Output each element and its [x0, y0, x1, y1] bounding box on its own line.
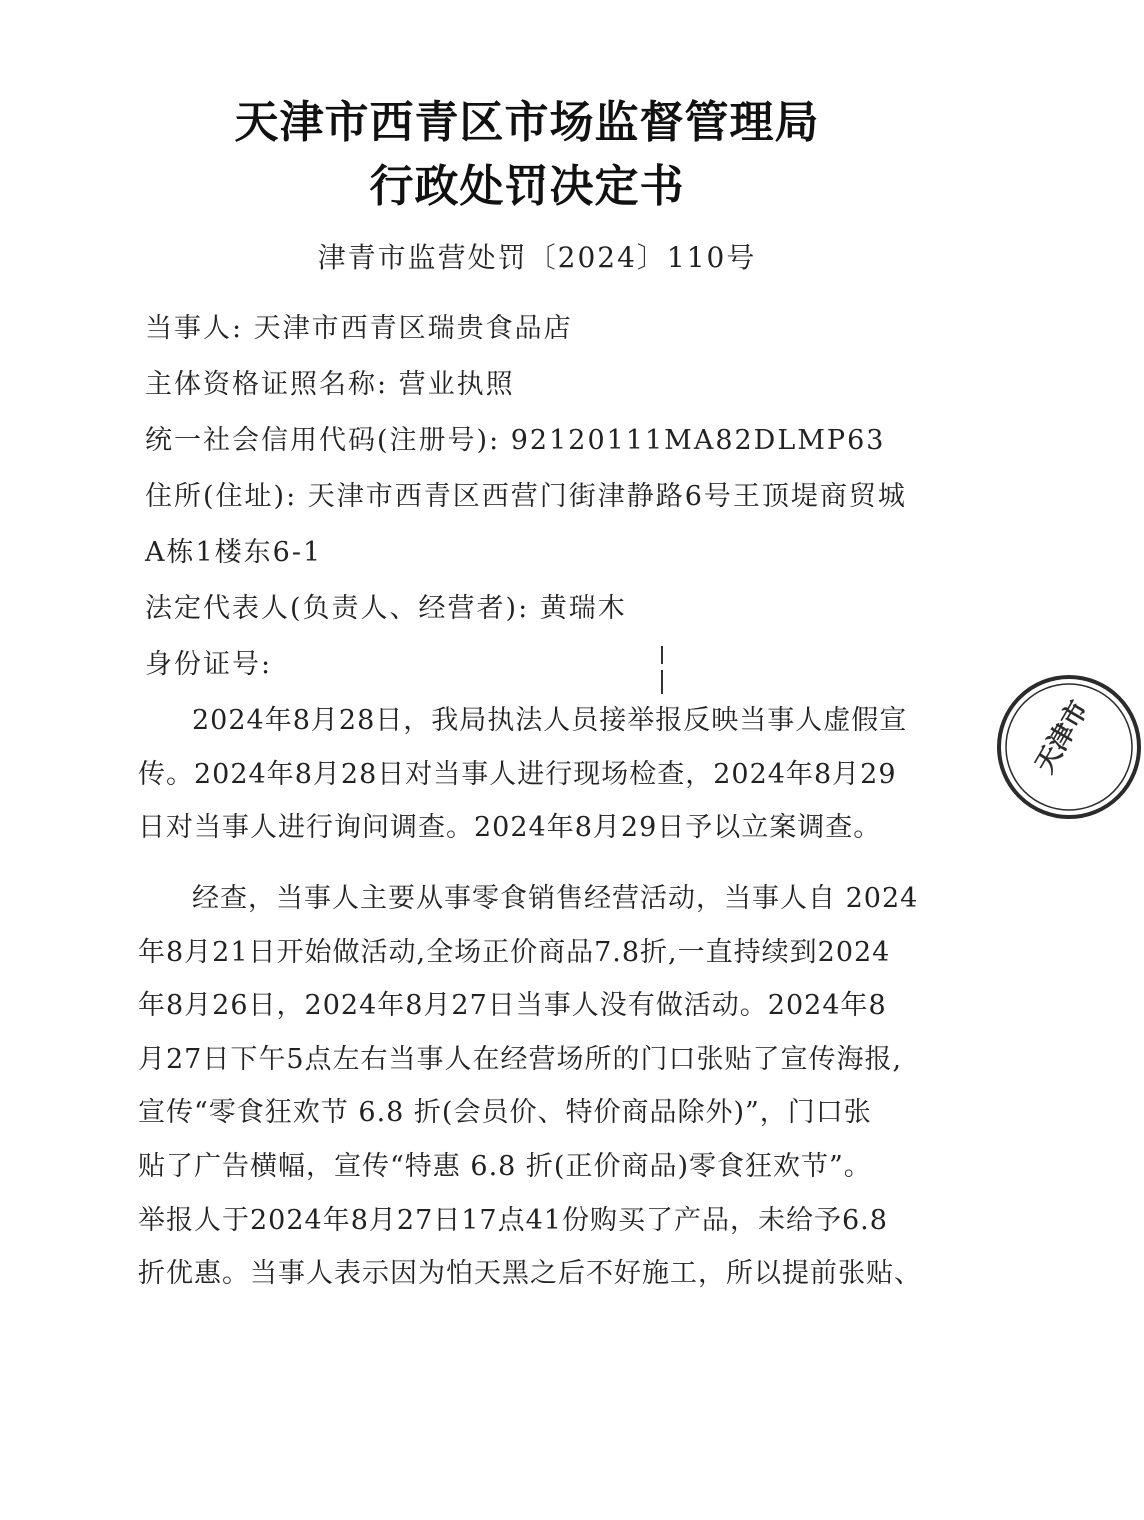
document-number: 津青市监营处罚〔2024〕110号	[317, 241, 757, 274]
paragraph-line: 年8月21日开始做活动,全场正价商品7.8折,一直持续到2024	[138, 936, 891, 968]
paragraph-line: 举报人于2024年8月27日17点41份购买了产品，未给予6.8	[138, 1204, 888, 1236]
redaction-mark	[661, 646, 663, 664]
paragraph-line: 日对当事人进行询问调查。2024年8月29日予以立案调查。	[138, 812, 882, 844]
document-title-type: 行政处罚决定书	[369, 161, 685, 212]
paragraph-line: 经查，当事人主要从事零食销售经营活动，当事人自 2024	[192, 883, 919, 914]
paragraph-findings	[138, 872, 928, 1301]
redaction-mark	[661, 670, 663, 694]
paragraph-line: 传。2024年8月28日对当事人进行现场检查，2024年8月29	[138, 758, 897, 790]
id-number-label: 身份证号:	[145, 649, 273, 680]
party-name: 当事人: 天津市西青区瑞贵食品店	[145, 313, 573, 344]
paragraph-line: 贴了广告横幅，宣传“特惠 6.8 折(正价商品)零食狂欢节”。	[138, 1150, 872, 1182]
address-line-2: A栋1楼东6-1	[145, 537, 323, 568]
paragraph-line: 折优惠。当事人表示因为怕天黑之后不好施工，所以提前张贴、	[138, 1258, 922, 1290]
paragraph-line: 月27日下午5点左右当事人在经营场所的门口张贴了宣传海报,	[138, 1043, 903, 1075]
document-title-agency: 天津市西青区市场监督管理局	[234, 97, 820, 148]
paragraph-line: 年8月26日，2024年8月27日当事人没有做活动。2024年8	[138, 990, 887, 1022]
license-name: 主体资格证照名称: 营业执照	[145, 369, 515, 400]
address-line-1: 住所(住址): 天津市西青区西营门街津静路6号王顶堤商贸城	[145, 481, 907, 512]
legal-representative: 法定代表人(负责人、经营者): 黄瑞木	[145, 593, 627, 624]
official-seal	[994, 672, 1144, 822]
paragraph-line: 宣传“零食狂欢节 6.8 折(会员价、特价商品除外)”，门口张	[138, 1097, 872, 1129]
credit-code: 统一社会信用代码(注册号): 92120111MA82DLMP63	[145, 425, 886, 456]
paragraph-line: 2024年8月28日，我局执法人员接举报反映当事人虚假宣	[192, 705, 908, 736]
paragraph-case-origin	[138, 694, 928, 855]
seal-text: 天津市	[1029, 695, 1095, 779]
